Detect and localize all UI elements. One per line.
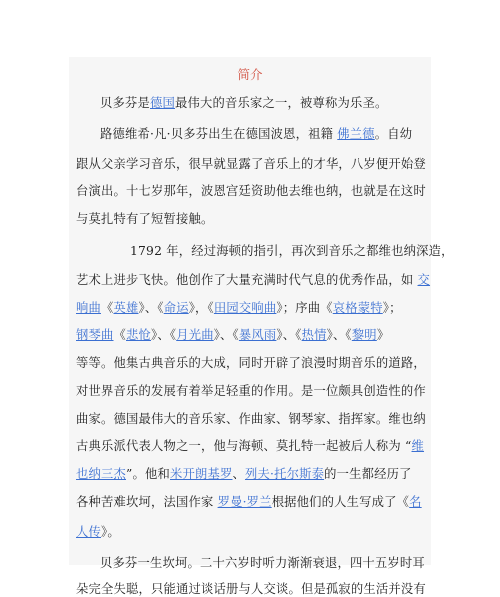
text-link[interactable]: 也纳三杰 [76, 467, 126, 481]
text-line [76, 555, 450, 571]
text-line [76, 183, 426, 199]
text-link[interactable]: 响曲 [76, 301, 101, 315]
text-link[interactable]: 英雄 [113, 301, 139, 315]
text-link[interactable]: 暴风雨 [238, 328, 277, 342]
text-run: 》，《 [188, 301, 214, 315]
text-link[interactable]: 田园交响曲 [213, 301, 277, 315]
text-link[interactable]: 命运 [163, 301, 189, 315]
text-line [76, 95, 450, 111]
text-run: 朵完全失聪，只能通过谈话册与人交谈。但是孤寂的生活并没有 [76, 582, 426, 596]
text-line [76, 466, 426, 482]
text-run: 《 [113, 328, 126, 342]
text-run: 跟从父亲学习音乐，很早就显露了音乐上的才华，八岁便开始登 [76, 157, 426, 171]
text-run: 》； [382, 301, 402, 315]
text-run: 》、《 [138, 301, 164, 315]
text-run: 各种苦难坎坷，法国作家 [76, 495, 218, 509]
text-line [76, 524, 426, 540]
text-link[interactable]: 名 [409, 495, 422, 509]
text-line [76, 327, 426, 343]
text-line [76, 272, 431, 288]
text-run: 根据他们的人生写成了《 [271, 495, 410, 509]
text-run: 《 [101, 301, 114, 315]
text-link[interactable]: 交 [417, 273, 431, 287]
text-link[interactable]: 列夫·托尔斯泰 [244, 467, 325, 481]
text-run: 曲家。德国最伟大的音乐家、作曲家、钢琴家、指挥家。维也纳 [76, 412, 426, 426]
text-run: 》；序曲《 [276, 301, 333, 315]
text-run: 的一生都经历了 [324, 467, 412, 481]
text-link[interactable]: 罗曼·罗兰 [217, 495, 272, 509]
text-line [76, 300, 426, 316]
text-run: 》、《 [326, 328, 352, 342]
text-run: 》。 [101, 525, 120, 539]
text-run: 1792 年，经过海顿的指引，再次到音乐之都维也纳深造， [130, 244, 454, 258]
text-run: 、 [232, 467, 245, 481]
text-link[interactable]: 米开朗基罗 [169, 467, 233, 481]
text-run: 最伟大的音乐家之一，被尊称为乐圣。 [175, 96, 388, 110]
text-run: 台演出。十七岁那年，波恩宫廷资助他去维也纳，也就是在这时 [76, 184, 426, 198]
text-run: ”。他和 [126, 467, 170, 481]
text-run: 与莫扎特有了短暂接触。 [76, 212, 214, 226]
text-run: 贝多芬一生坎坷。二十六岁时听力渐渐衰退，四十五岁时耳 [100, 556, 425, 570]
text-line [76, 581, 426, 597]
text-link[interactable]: 悲怆 [126, 328, 151, 342]
text-line [76, 211, 426, 227]
text-run: 》、《 [213, 328, 239, 342]
text-line [76, 438, 426, 454]
text-run: 对世界音乐的发展有着举足轻重的作用。是一位颇具创造性的作 [76, 384, 426, 398]
text-run: 艺术上进步飞快。他创作了大量充满时代气息的优秀作品，如 [76, 273, 418, 287]
text-link[interactable]: 佛兰德 [337, 127, 375, 141]
text-run: 》 [376, 328, 390, 342]
text-run: 。自幼 [374, 127, 413, 141]
text-line [76, 355, 426, 371]
text-line [76, 494, 426, 510]
text-link[interactable]: 月光曲 [176, 328, 214, 342]
section-title: 简介 [237, 67, 263, 82]
text-link[interactable]: 热情 [301, 328, 327, 342]
text-run: 路德维希·凡·贝多芬出生在德国波恩，祖籍 [100, 127, 338, 141]
text-link[interactable]: 黎明 [351, 328, 377, 342]
text-line [76, 383, 426, 399]
text-run: 贝多芬是 [100, 96, 150, 110]
text-link[interactable]: 德国 [150, 96, 175, 110]
text-run: 等等。他集古典音乐的大成，同时开辟了浪漫时期音乐的道路， [76, 356, 426, 370]
text-run: 古典乐派代表人物之一，他与海顿、莫扎特一起被后人称为 “ [76, 439, 412, 453]
text-run: 》、《 [276, 328, 302, 342]
text-line [76, 243, 480, 259]
text-line [76, 411, 426, 427]
text-link[interactable]: 哀格蒙特 [332, 301, 383, 315]
text-link[interactable]: 人传 [76, 525, 101, 539]
document-page [69, 57, 454, 596]
text-link[interactable]: 维 [411, 439, 425, 453]
text-line [76, 156, 426, 172]
text-run: 》、《 [151, 328, 177, 342]
text-link[interactable]: 钢琴曲 [76, 328, 114, 342]
text-line [76, 126, 450, 142]
